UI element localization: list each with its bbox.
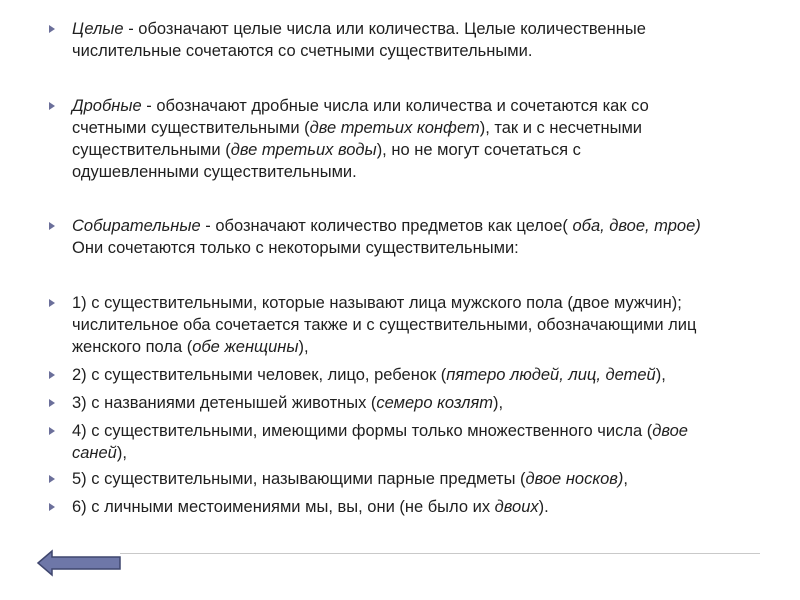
triangle-bullet-icon <box>49 25 55 33</box>
italic-text: двое носков) <box>525 470 624 488</box>
text-line <box>72 292 752 314</box>
text-line <box>72 392 752 414</box>
text-run: , <box>623 470 628 488</box>
text-line <box>72 139 752 161</box>
italic-text: Собирательные <box>72 217 201 235</box>
text-run: женского пола ( <box>72 338 193 356</box>
italic-text: двоих <box>494 498 539 516</box>
text-run: ), <box>493 394 504 412</box>
text-line <box>72 161 752 183</box>
text-line <box>72 314 752 336</box>
text-run: Они сочетаются только с некоторыми существительными: <box>72 239 519 257</box>
footer-divider <box>120 553 760 554</box>
italic-text: две третьих воды <box>230 141 377 159</box>
text-line <box>72 237 752 259</box>
text-line <box>72 442 752 464</box>
italic-text: двое <box>652 422 688 440</box>
paragraph-3 <box>72 215 752 259</box>
text-run: 3) с названиями детенышей животных ( <box>72 394 377 412</box>
text-run: числительное оба сочетается также и с существительными, обозначающими лиц <box>72 316 697 334</box>
text-run: - обозначают целые числа или количества. Целые количественные <box>123 20 646 38</box>
left-arrow-icon <box>36 549 122 577</box>
paragraph-6 <box>72 392 752 414</box>
text-run: 4) с существительными, имеющими формы только множественного числа ( <box>72 422 653 440</box>
text-run: ), <box>298 338 309 356</box>
triangle-bullet-icon <box>49 299 55 307</box>
triangle-bullet-icon <box>49 503 55 511</box>
paragraph-2 <box>72 95 752 183</box>
text-line <box>72 468 752 490</box>
text-line <box>72 496 752 518</box>
text-run: счетными существительными ( <box>72 119 310 137</box>
triangle-bullet-icon <box>49 102 55 110</box>
text-run: ). <box>538 498 549 516</box>
paragraph-8 <box>72 468 752 490</box>
text-run: 5) с существительными, называющими парные предметы ( <box>72 470 526 488</box>
text-line <box>72 364 752 386</box>
text-run: ), <box>655 366 666 384</box>
triangle-bullet-icon <box>49 399 55 407</box>
text-run: ), но не могут сочетаться с <box>376 141 581 159</box>
triangle-bullet-icon <box>49 427 55 435</box>
italic-text: оба, двое, трое) <box>572 217 701 235</box>
italic-text: Дробные <box>72 97 142 115</box>
back-button[interactable] <box>36 549 122 577</box>
triangle-bullet-icon <box>49 475 55 483</box>
text-run: 2) с существительными человек, лицо, ребенок ( <box>72 366 447 384</box>
text-run: числительные сочетаются со счетными существительными. <box>72 42 533 60</box>
italic-text: пятеро людей, лиц, детей <box>446 366 656 384</box>
paragraph-5 <box>72 364 752 386</box>
text-run: существительными ( <box>72 141 231 159</box>
text-line <box>72 95 752 117</box>
italic-text: обе женщины <box>192 338 299 356</box>
text-run: ), <box>116 444 127 462</box>
text-run: - обозначают количество предметов как целое( <box>200 217 573 235</box>
text-line <box>72 420 752 442</box>
text-run: одушевленными существительными. <box>72 163 357 181</box>
text-run: ), так и с несчетными <box>479 119 643 137</box>
paragraph-4 <box>72 292 752 358</box>
triangle-bullet-icon <box>49 371 55 379</box>
text-line <box>72 336 752 358</box>
paragraph-9 <box>72 496 752 518</box>
text-line <box>72 215 752 237</box>
text-line <box>72 40 752 62</box>
text-line <box>72 18 752 40</box>
paragraph-7 <box>72 420 752 464</box>
italic-text: саней <box>72 444 117 462</box>
text-run: 6) с личными местоимениями мы, вы, они (не было их <box>72 498 495 516</box>
italic-text: семеро козлят <box>376 394 494 412</box>
paragraph-1 <box>72 18 752 62</box>
text-run: - обозначают дробные числа или количества и сочетаются как со <box>141 97 649 115</box>
triangle-bullet-icon <box>49 222 55 230</box>
text-line <box>72 117 752 139</box>
italic-text: две третьих конфет <box>309 119 480 137</box>
italic-text: Целые <box>72 20 124 38</box>
text-run: 1) с существительными, которые называют лица мужского пола (двое мужчин); <box>72 294 682 312</box>
